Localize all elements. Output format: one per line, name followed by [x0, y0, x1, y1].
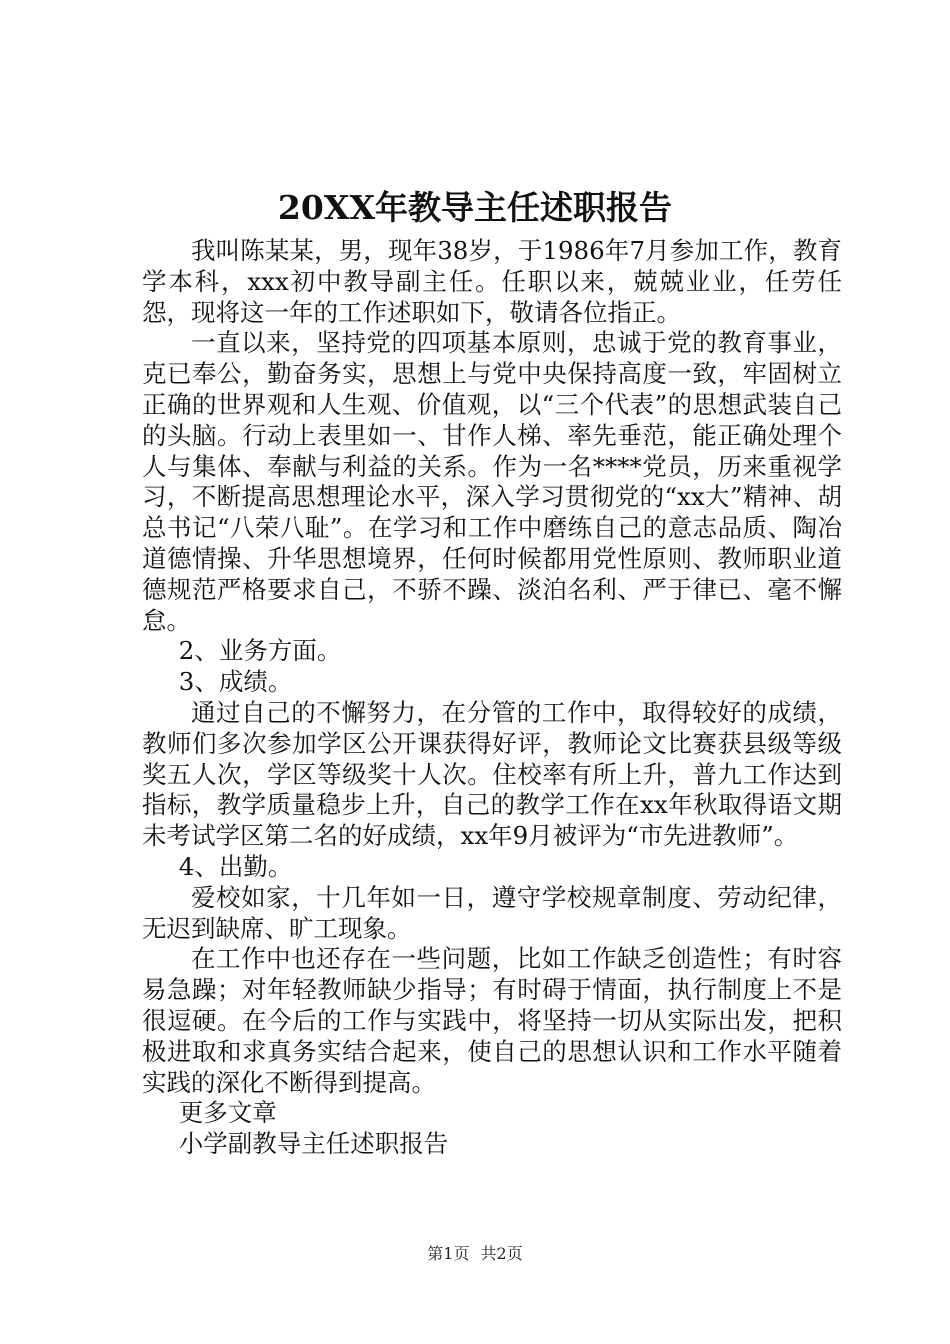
- document-body: [142, 236, 842, 1160]
- paragraph-problems: 在工作中也还存在一些问题，比如工作缺乏创造性；有时容易急躁；对年轻教师缺少指导；有时碍于情面，执行制度上不是很逗硬。在今后的工作与实践中，将坚持一切从实际出发，把积极进取和求真务实结合起来，使自己的思想认识和工作水平随着实践的深化不断得到提高。: [142, 944, 842, 1097]
- document-title: 20XX年教导主任述职报告: [277, 188, 673, 227]
- paragraph-political: 一直以来，坚持党的四项基本原则，忠诚于党的教育事业，克已奉公，勤奋务实，思想上与党中央保持高度一致，牢固树立正确的世界观和人生观、价值观，以“三个代表”的思想武装自己的头脑。行动上表里如一、甘作人梯、率先垂范，能正确处理个人与集体、奉献与利益的关系。作为一名****党员，历来重视学习，不断提高思想理论水平，深入学习贯彻党的“xx大”精神、胡总书记“八荣八耻”。在学习和工作中磨练自己的意志品质、陶冶道德情操、升华思想境界，任何时候都用党性原则、教师职业道德规范严格要求自己，不骄不躁、淡泊名利、严于律已、毫不懈怠。: [142, 328, 842, 635]
- related-article-link[interactable]: 小学副教导主任述职报告: [178, 1129, 449, 1159]
- paragraph-attendance: 爱校如家，十几年如一日，遵守学校规章制度、劳动纪律，无迟到缺席、旷工现象。: [142, 882, 842, 943]
- paragraph-intro: 我叫陈某某，男，现年38岁，于1986年7月参加工作，教育学本科，xxx初中教导副主任。任职以来，兢兢业业，任劳任怨，现将这一年的工作述职如下，敬请各位指正。: [142, 236, 842, 327]
- page-number: 第1页: [427, 1244, 470, 1263]
- more-articles-label: 更多文章: [178, 1098, 277, 1128]
- paragraph-results: 通过自己的不懈努力，在分管的工作中，取得较好的成绩，教师们多次参加学区公开课获得好评，教师论文比赛获县级等级奖五人次，学区等级奖十人次。住校率有所上升，普九工作达到指标，教学质量稳步上升，自己的教学工作在xx年秋取得语文期未考试学区第二名的好成绩，xx年9月被评为“市先进教师”。: [142, 697, 842, 851]
- section-heading-attendance: 4、出勤。: [178, 851, 293, 881]
- page-footer: [0, 1242, 950, 1266]
- section-heading-results: 3、成绩。: [178, 667, 293, 697]
- page-total: 共2页: [480, 1244, 523, 1263]
- section-heading-business: 2、业务方面。: [178, 636, 342, 666]
